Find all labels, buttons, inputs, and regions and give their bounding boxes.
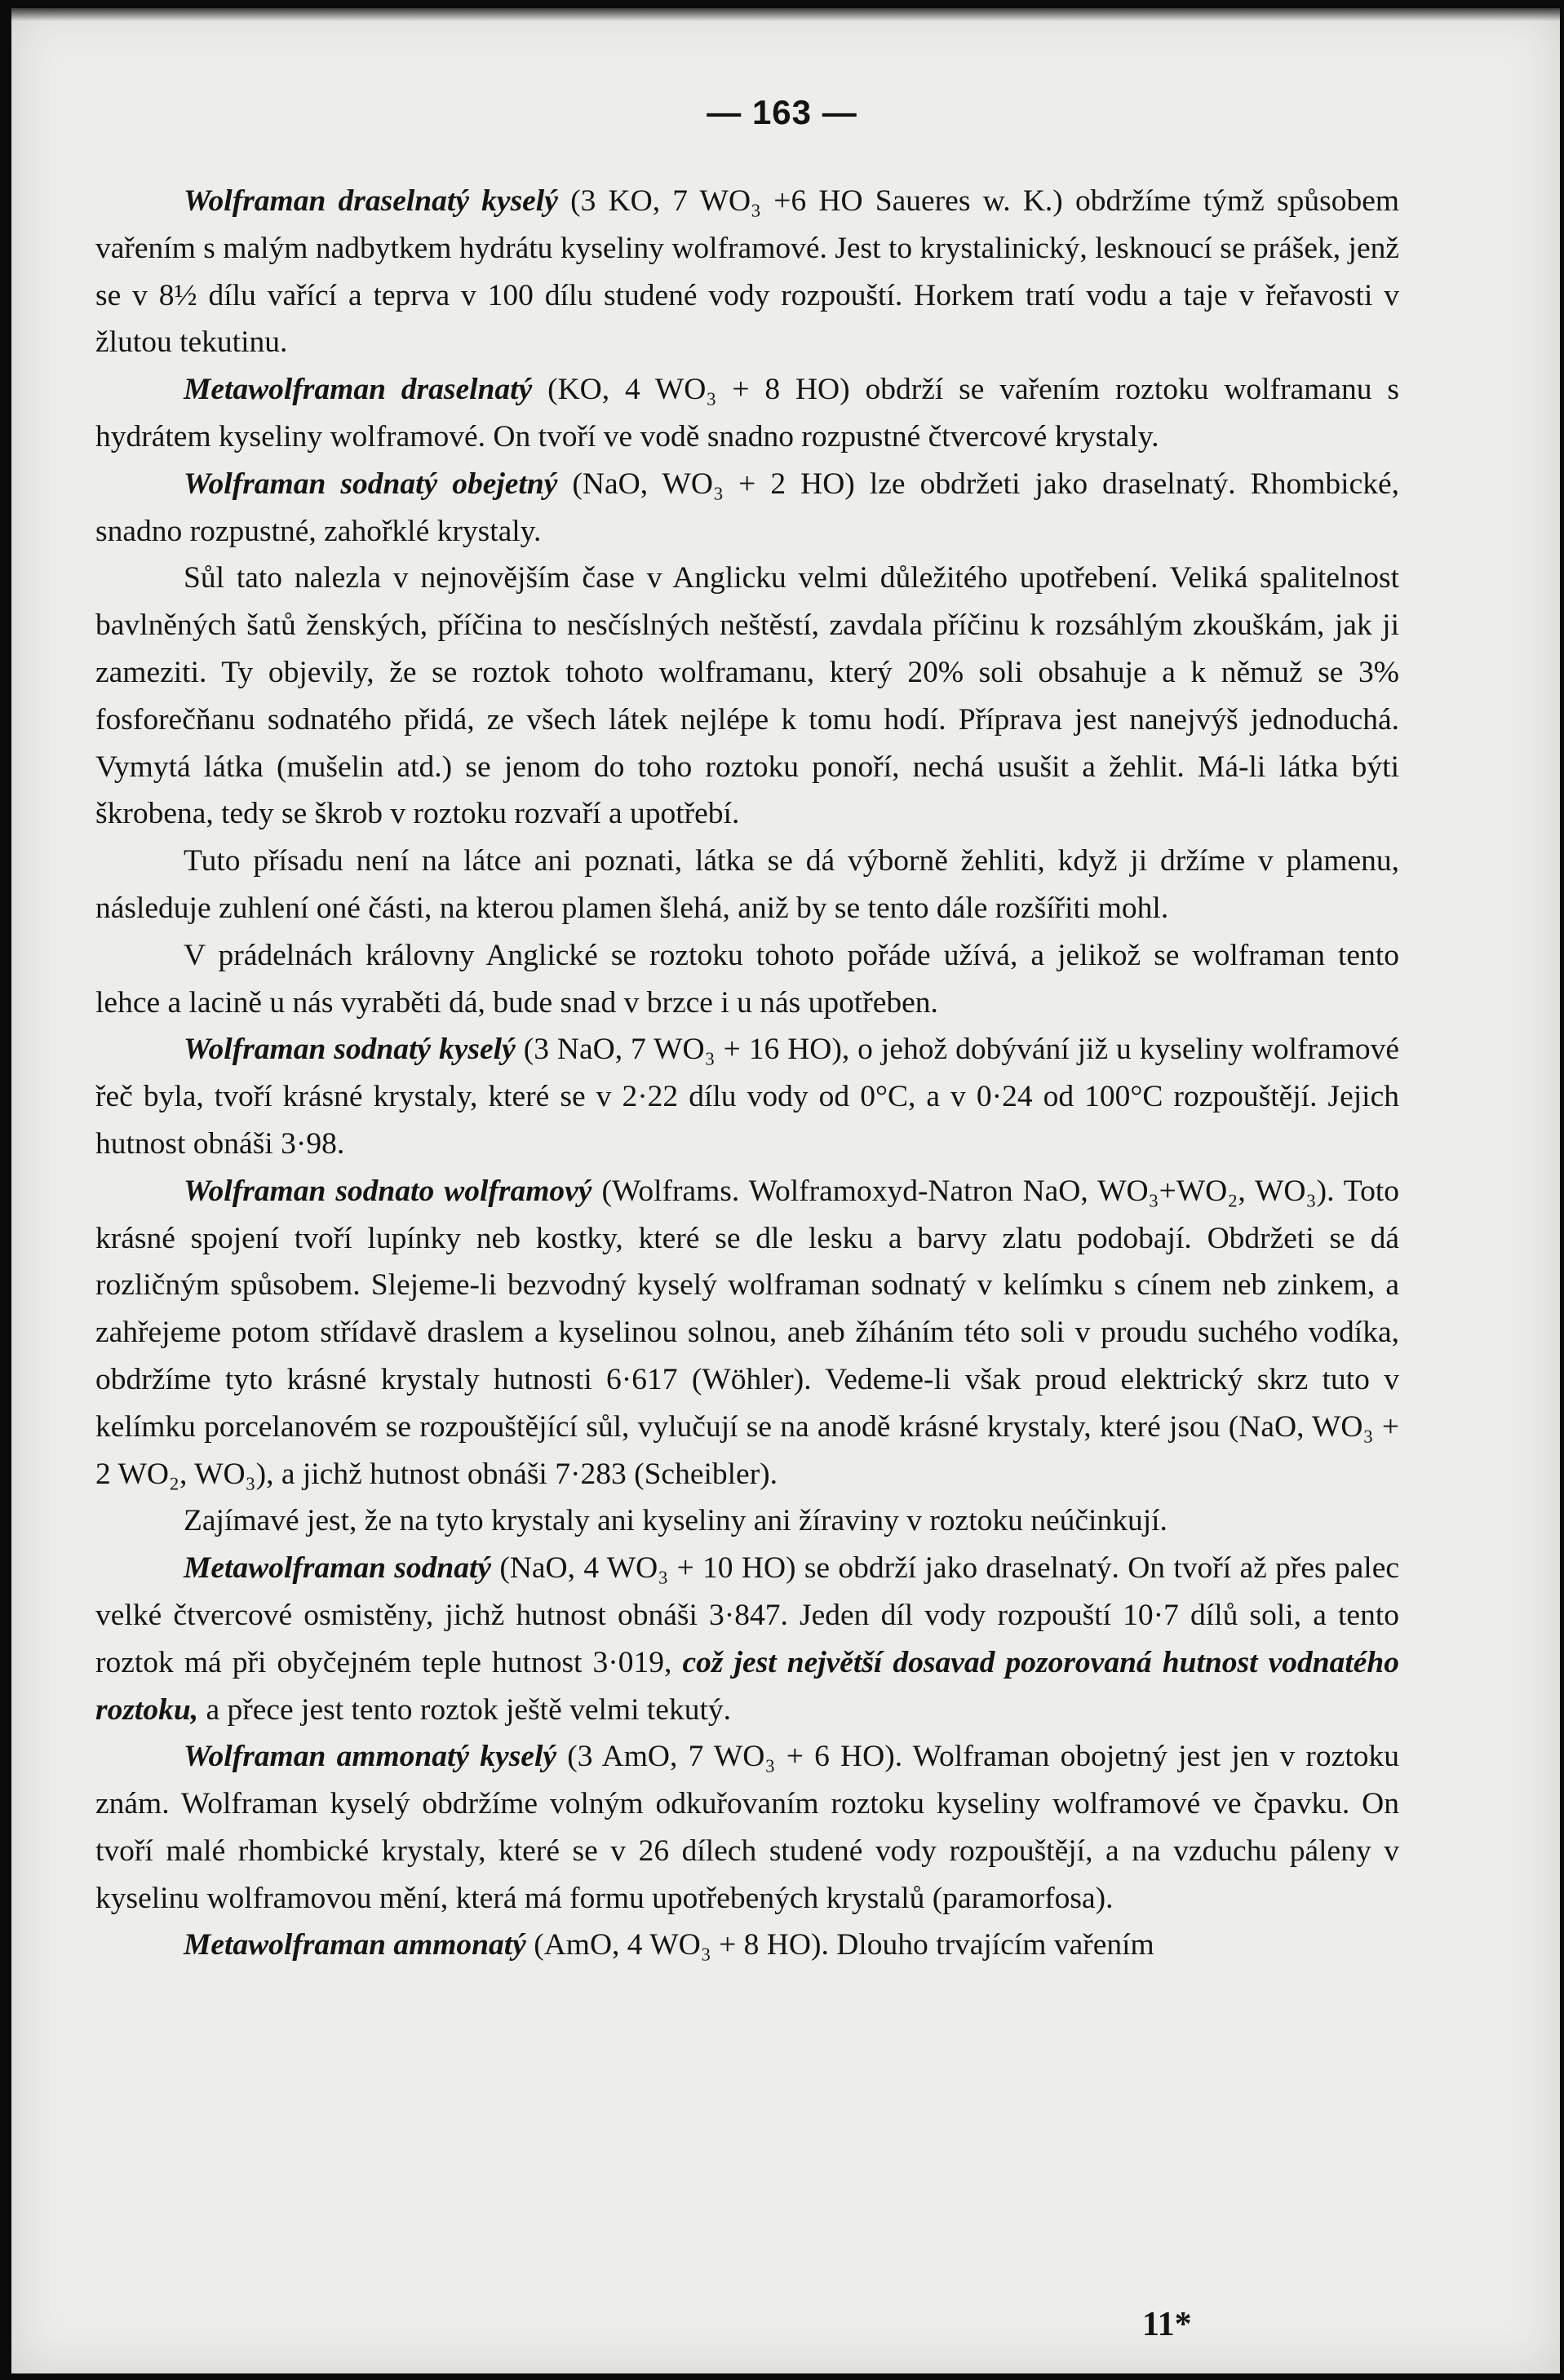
paragraph-term: Wolframan draselnatý kyselý: [184, 184, 558, 218]
paragraph: [95, 366, 1399, 461]
paragraph: [95, 1545, 1399, 1733]
paragraph: [95, 1026, 1399, 1167]
paragraph-text: (NaO, 4 WO₃ + 10 HO) se obdrží jako draselnatý. On tvoří až přes palec velké čtvercové osmistěny, jichž hutnost obnáši 3·847. Jeden díl vody rozpouští 10·7 dílů soli, a tento roztok má při obyčejném teple hutnost 3·019,: [95, 1551, 1399, 1679]
scan-edge: [11, 8, 1560, 21]
paragraph-text: Sůl tato nalezla v nejnovějším čase v Anglicku velmi důležitého upotřebení. Veliká spalitelnost bavlněných šatů ženských, příčina to nesčíslných neštěstí, zavdala příčinu k rozsáhlým zkouškám, jak ji zameziti. Ty objevily, že se roztok tohoto wolframanu, který 20% soli obsahuje a k němuž se 3% fosforečňanu sodnatého přidá, ze všech látek nejlépe k tomu hodí. Příprava jest nanejvýš jednoduchá. Vymytá látka (mušelin atd.) se jenom do toho roztoku ponoří, nechá usušit a žehlit. Má-li látka býti škrobena, tedy se škrob v roztoku rozvaří a upotřebí.: [95, 561, 1399, 831]
paragraph-term: Wolframan sodnatý obejetný: [184, 467, 558, 501]
paragraph-text: (Wolframs. Wolframoxyd-Natron NaO, WO₃+WO₂, WO₃). Toto krásné spojení tvoří lupínky neb kostky, které se dle lesku a barvy zlatu podobají. Obdržeti se dá rozličným spůsobem. Slejeme-li bezvodný kyselý wolframan sodnatý v kelímku s cínem neb zinkem, a zahřejeme potom střídavě draslem a kyselinou solnou, aneb žíháním této soli v proudu suchého vodíka, obdržíme tyto krásné krystaly hutnosti 6·617 (Wöhler). Vedeme-li však proud elektrický skrz tuto v kelímku porcelanovém se rozpouštějící sůl, vylučují se na anodě krásné krystaly, které jsou (NaO, WO₃ + 2 WO₂, WO₃), a jichž hutnost obnáši 7·283 (Scheibler).: [95, 1174, 1399, 1491]
paragraph-text: (NaO, WO₃ + 2 HO) lze obdržeti jako draselnatý. Rhombické, snadno rozpustné, zahořklé krystaly.: [95, 467, 1399, 548]
signature-mark: 11*: [1142, 2306, 1192, 2343]
paragraph-text: (3 NaO, 7 WO₃ + 16 HO), o jehož dobývání již u kyseliny wolframové řeč byla, tvoří krásné krystaly, které se v 2·22 dílu vody od 0°C, a v 0·24 od 100°C rozpouštějí. Jejich hutnost obnáši 3·98.: [95, 1033, 1399, 1161]
paragraph-text: (AmO, 4 WO₃ + 8 HO). Dlouho trvajícím vařením: [525, 1928, 1154, 1962]
paragraph: [95, 1922, 1399, 1969]
paragraph: [95, 1497, 1399, 1545]
body-text: [95, 178, 1399, 1969]
paragraph-text: (3 KO, 7 WO₃ +6 HO Saueres w. K.) obdržíme týmž spůsobem vařením s malým nadbytkem hydrátu kyseliny wolframové. Jest to krystalinický, lesknoucí se prášek, jenž se v 8½ dílu vařící a teprva v 100 dílu studené vody rozpouští. Horkem tratí vodu a taje v řeřavosti v žlutou tekutinu.: [95, 184, 1400, 360]
paragraph-term: Metawolframan draselnatý: [184, 373, 533, 407]
paragraph-term: Wolframan sodnato wolframový: [184, 1174, 592, 1208]
paragraph: [95, 838, 1399, 932]
page-number: — 163 —: [707, 93, 857, 131]
emphasized-phrase: což jest největší dosavad pozorovaná hutnost vodnatého roztoku,: [95, 1645, 1399, 1727]
paragraph: [95, 461, 1399, 555]
paragraph-text: a přece jest tento roztok ještě velmi tekutý.: [198, 1692, 731, 1727]
paragraph-term: Wolframan sodnatý kyselý: [184, 1033, 516, 1067]
paragraph-text: (KO, 4 WO₃ + 8 HO) obdrží se vařením roztoku wolframanu s hydrátem kyseliny wolframové. On tvoří ve vodě snadno rozpustné čtvercové krystaly.: [95, 373, 1399, 453]
paragraph: [95, 1733, 1399, 1922]
paragraph-term: Metawolframan sodnatý: [184, 1551, 492, 1586]
paragraph: [95, 555, 1399, 838]
paragraph-term: Metawolframan ammonatý: [184, 1928, 526, 1962]
paragraph-text: (3 AmO, 7 WO₃ + 6 HO). Wolframan obojetný jest jen v roztoku znám. Wolframan kyselý obdržíme volným odkuřovaním roztoku kyseliny wolframové ve čpavku. On tvoří malé rhombické krystaly, které se v 26 dílech studené vody rozpouštějí, a na vzduchu páleny v kyselinu wolframovou mění, která má formu upotřebených krystalů (paramorfosa).: [95, 1740, 1399, 1915]
paragraph: [95, 932, 1399, 1027]
paragraph-term: Wolframan ammonatý kyselý: [184, 1740, 557, 1774]
paragraph: [95, 1168, 1399, 1498]
paragraph: [95, 178, 1399, 366]
paragraph-text: Tuto přísadu není na látce ani poznati, látka se dá výborně žehliti, když ji držíme v plamenu, následuje zuhlení oné části, na kterou plamen šlehá, aniž by se tento dále rozšířiti mohl.: [95, 844, 1399, 925]
paragraph-text: V prádelnách královny Anglické se roztoku tohoto pořáde užívá, a jelikož se wolframan tento lehce a lacině u nás vyraběti dá, bude snad v brzce i u nás upotřeben.: [95, 938, 1399, 1020]
paragraph-text: Zajímavé jest, že na tyto krystaly ani kyseliny ani žíraviny v roztoku neúčinkují.: [184, 1504, 1167, 1538]
